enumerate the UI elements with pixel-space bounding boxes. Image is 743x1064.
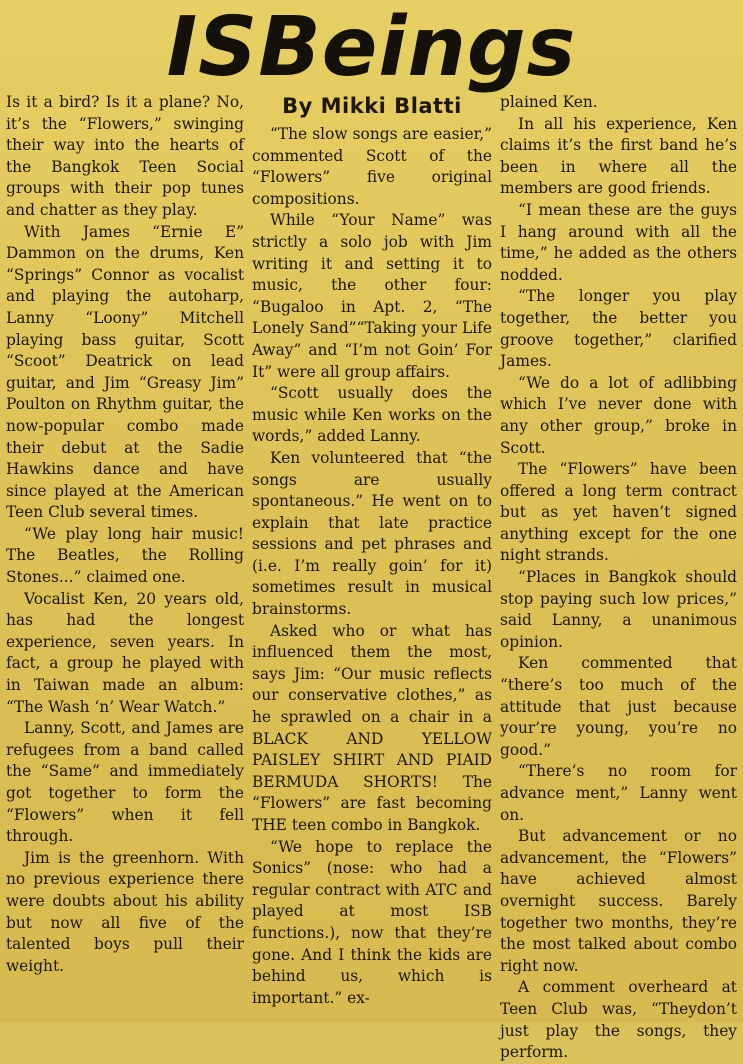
paragraph: “I mean these are the guys I hang around with all the time,” he added as the others nodded. — [500, 200, 737, 284]
paragraph: “There’s no room for advance ment,” Lanny went on. — [500, 762, 737, 824]
paragraph: Vocalist Ken, 20 years old, has had the longest experience, seven years. In fact, a group he played with in Taiwan made an album: “The Wash ‘n’ Wear Watch.” — [6, 589, 244, 716]
paragraph: Jim is the greenhorn. With no previous experience there were doubts about his ability but now all five of the talented boys pull their weight. — [6, 848, 244, 975]
headline: ISBeings — [166, 0, 577, 95]
paragraph: “We do a lot of adlibbing which I’ve never done with any other group,” broke in Scott. — [500, 373, 737, 457]
paragraph: “We hope to replace the Sonics” (nose: who had a regular contract with ATC and played at most ISB functions.), now that they’re gone. And I think the kids are behind us, which is important.” ex- — [252, 837, 492, 1007]
paragraph: In all his experience, Ken claims it’s the first band he’s been in where all the members are good friends. — [500, 114, 737, 198]
paragraph: “Places in Bangkok should stop paying such low prices,” said Lanny, a unanimous opinion. — [500, 568, 737, 651]
article-column-2 — [252, 92, 492, 1009]
paragraph: With James “Ernie E” Dammon on the drums, Ken “Springs” Connor as vocalist and playing the autoharp, Lanny “Loony” Mitchell playing bass guitar, Scott “Scoot” Deatrick on lead guitar, and Jim “Greasy Jim” Poulton on Rhythm guitar, the now-popular combo made their debut at the Sadie Hawkins dance and have since played at the American Teen Club several times. — [6, 222, 244, 522]
paragraph: But advancement or no advancement, the “Flowers” have achieved almost overnight success. Barely together two months, they’re the most talked about combo right now. — [500, 827, 737, 975]
article-column-1 — [6, 92, 244, 977]
paragraph: Lanny, Scott, and James are refugees from a band called the “Same” and immediately got together to form the “Flowers” when it fell through. — [6, 719, 244, 846]
paragraph: “The longer you play together, the better you groove together,” clarified James. — [500, 287, 737, 371]
paragraph: The “Flowers” have been offered a long term contract but as yet haven’t signed anything except for the one night strands. — [500, 460, 737, 565]
paragraph: plained Ken. — [500, 93, 598, 111]
paragraph: “The slow songs are easier,” commented Scott of the “Flowers” five original compositions. — [252, 125, 492, 208]
paragraph: Asked who or what has influenced them the most, says Jim: “Our music reflects our conservative clothes,” as he sprawled on a chair in a BLACK AND YELLOW PAISLEY SHIRT AND PIAID BERMUDA SHORTS! The “Flowers” are fast becoming THE teen combo in Bangkok. — [252, 621, 492, 834]
paragraph: Ken commented that “there’s too much of the attitude that just because your’re young, you’re no good.” — [500, 654, 737, 759]
paragraph: While “Your Name” was strictly a solo job with Jim writing it and setting it to music, the other four: “Bugaloo in Apt. 2, “The Lonely Sand”“Taking your Life Away” and “I’m not Goin’ For It” were all group affairs. — [252, 211, 492, 381]
article-column-3 — [500, 92, 737, 1064]
paragraph: Is it a bird? Is it a plane? No, it’s the “Flowers,” swinging their way into the hearts of the Bangkok Teen Social groups with their pop tunes and chatter as they play. — [6, 93, 244, 219]
byline: By Mikki Blatti — [282, 94, 462, 118]
paragraph: A comment overheard at Teen Club was, “Theydon’t just play the songs, they perform. — [500, 978, 737, 1062]
paragraph: “We play long hair music! The Beatles, the Rolling Stones...” claimed one. — [6, 524, 244, 587]
paragraph: Ken volunteered that “the songs are usually spontaneous.” He went on to explain that late practice sessions and pet phrases and (i.e. I’m really goin’ for it) sometimes result in musical brainstorms. — [252, 448, 492, 619]
paragraph: “Scott usually does the music while Ken works on the words,” added Lanny. — [252, 384, 492, 446]
